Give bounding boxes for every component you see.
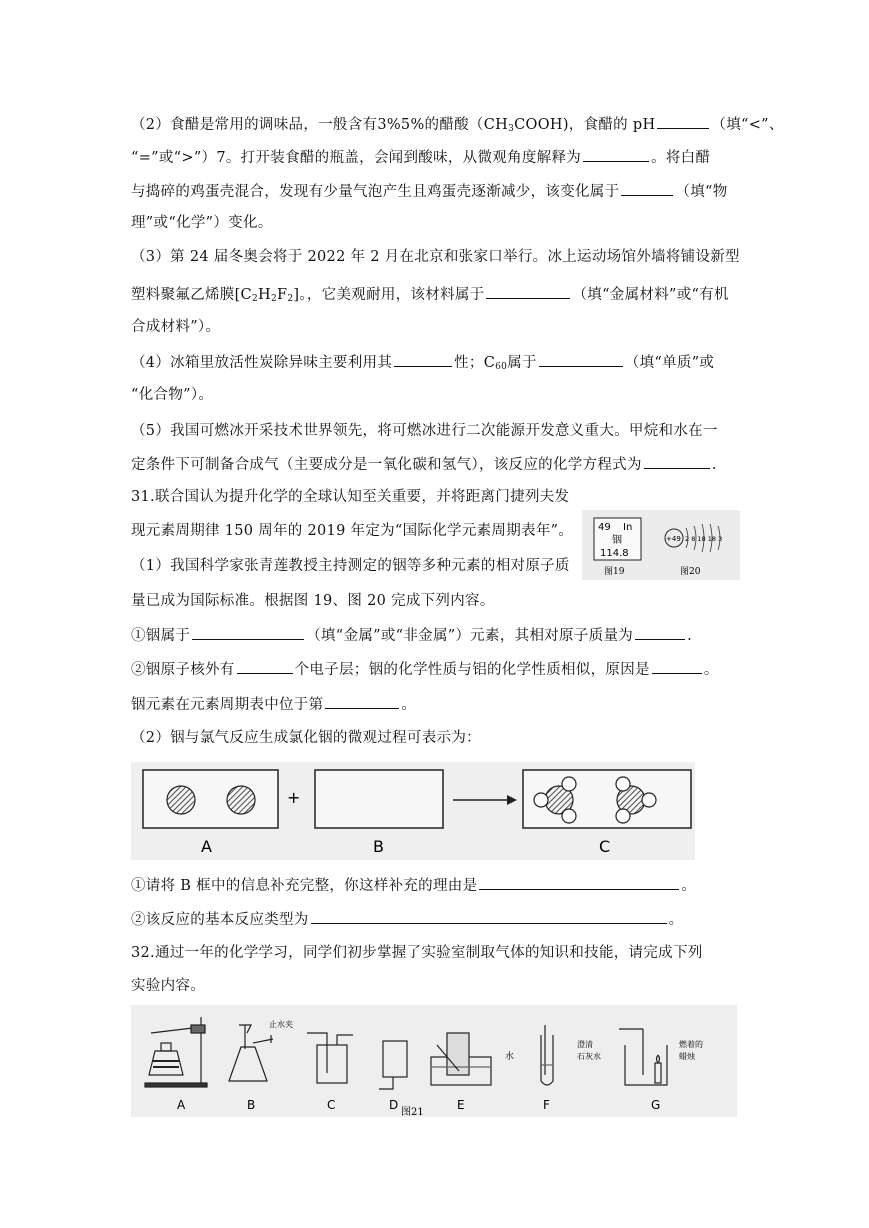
indium-atom — [167, 786, 195, 814]
q5-line-1: （5）我国可燃冰开采技术世界领先，将可燃冰进行二次能源开发意义重大。甲烷和水在一 — [131, 423, 718, 439]
figure-19-caption: 图19 — [604, 567, 625, 577]
figure-19-20 — [582, 510, 740, 580]
answer-blank-micro[interactable] — [583, 146, 649, 162]
q2-line-2: “=”或“>”）7。打开装食醋的瓶盖，会闻到酸味，从微观角度解释为 。将白醋 — [131, 146, 739, 168]
q32-line-2: 实验内容。 — [131, 978, 205, 994]
answer-blank-shells[interactable] — [237, 658, 293, 674]
q31-line-1: 31.联合国认为提升化学的全球认知至关重要，并将距离门捷列夫发 — [131, 489, 570, 505]
answer-blank-reaction-type[interactable] — [311, 908, 667, 924]
apparatus-label-e: E — [457, 1098, 465, 1112]
q31-line-7: 铟元素在元素周期表中位于第 。 — [131, 693, 739, 715]
label-b: B — [373, 837, 384, 856]
label-a: A — [201, 837, 212, 856]
label-c: C — [599, 837, 611, 856]
electron-shells: 2 8 18 18 3 — [685, 535, 723, 543]
q31-line-9: ①请将 B 框中的信息补充完整，你这样补充的理由是 。 — [131, 874, 739, 896]
q31-line-10: ②该反应的基本反应类型为 。 — [131, 908, 739, 930]
q3-line-2: 塑料聚氟乙烯膜$[C_2H_2F_2]$。，它美观耐用，该材料属于 （填“金属材料”或“有机 — [131, 283, 739, 305]
answer-blank-equation[interactable] — [644, 453, 710, 469]
q2-line-3: 与捣碎的鸡蛋壳混合，发现有少量气泡产生且鸡蛋壳逐渐减少，该变化属于 （填“物 — [131, 180, 739, 202]
q2-line-1: （2）食醋是常用的调味品，一般含有3%5%的醋酸$(CH_3COOH)$，食醋的 pH （填“<”、 — [131, 113, 739, 135]
nucleus-charge: +49 — [666, 535, 681, 543]
answer-blank-box-b-reason[interactable] — [479, 874, 679, 890]
q5-line-2: 定条件下可制备合成气（主要成分是一氧化碳和氢气），该反应的化学方程式为 . — [131, 453, 739, 475]
q31-line-8: （2）铟与氯气反应生成氯化铟的微观过程可表示为： — [131, 730, 481, 746]
answer-blank-material[interactable] — [486, 283, 570, 299]
q4-line-2: “化合物”）。 — [131, 387, 214, 403]
label-limewater-2: 石灰水 — [577, 1052, 601, 1061]
figure-21-caption: 图21 — [401, 1107, 424, 1117]
q31-line-6: ②铟原子核外有 个电子层；铟的化学性质与铝的化学性质相似，原因是 。 — [131, 658, 739, 680]
q3-line-3: 合成材料”）。 — [131, 319, 221, 335]
reaction-figure — [131, 762, 695, 860]
figure-20-caption: 图20 — [680, 567, 701, 577]
apparatus-label-b: B — [247, 1098, 256, 1112]
answer-blank-period[interactable] — [325, 693, 399, 709]
answer-blank-reason[interactable] — [652, 658, 702, 674]
answer-blank-change[interactable] — [621, 180, 673, 196]
q2-line-4: 理”或“化学”）变化。 — [131, 215, 273, 231]
apparatus-label-g: G — [651, 1098, 661, 1112]
label-candle-2: 蜡烛 — [679, 1052, 695, 1061]
indium-atom — [227, 786, 255, 814]
q32-line-1: 32.通过一年的化学学习，同学们初步掌握了实验室制取气体的知识和技能，请完成下列 — [131, 945, 703, 961]
label-candle-1: 燃着的 — [679, 1040, 703, 1049]
apparatus-label-a: A — [177, 1098, 186, 1112]
answer-blank-mass[interactable] — [635, 624, 685, 640]
label-stopcock: 止水夹 — [269, 1020, 293, 1029]
q31-line-2: 现元素周期律 150 周年的 2019 年定为“国际化学元素周期表年”。 — [131, 523, 574, 539]
q31-line-5: ①铟属于 （填“金属”或“非金属”）元素，其相对原子质量为 . — [131, 624, 739, 646]
figure-21-apparatus — [131, 1005, 737, 1117]
apparatus-label-d: D — [389, 1098, 399, 1112]
answer-blank-property[interactable] — [394, 351, 452, 367]
element-symbol: In — [623, 522, 633, 533]
answer-blank-ph[interactable] — [657, 113, 709, 129]
plus-sign: + — [287, 788, 301, 807]
label-limewater-1: 澄清 — [577, 1040, 593, 1049]
element-number: 49 — [598, 522, 611, 533]
answer-blank-substance[interactable] — [539, 351, 623, 367]
q31-line-3: （1）我国科学家张青莲教授主持测定的铟等多种元素的相对原子质 — [131, 558, 570, 574]
label-water: 水 — [505, 1052, 515, 1062]
q31-line-4: 量已成为国际标准。根据图 19、图 20 完成下列内容。 — [131, 593, 495, 609]
element-mass: 114.8 — [600, 548, 629, 559]
answer-blank-metal[interactable] — [192, 624, 304, 640]
box-a — [143, 770, 278, 828]
element-name: 铟 — [612, 535, 622, 546]
q3-line-1: （3）第 24 届冬奥会将于 2022 年 2 月在北京和张家口举行。冰上运动场馆外墙将铺设新型 — [131, 249, 740, 265]
q4-line-1: （4）冰箱里放活性炭除异味主要利用其 性；$C_{60}$属于 （填“单质”或 — [131, 351, 739, 373]
apparatus-label-f: F — [543, 1098, 550, 1112]
box-b[interactable] — [315, 770, 443, 828]
apparatus-label-c: C — [327, 1098, 336, 1112]
